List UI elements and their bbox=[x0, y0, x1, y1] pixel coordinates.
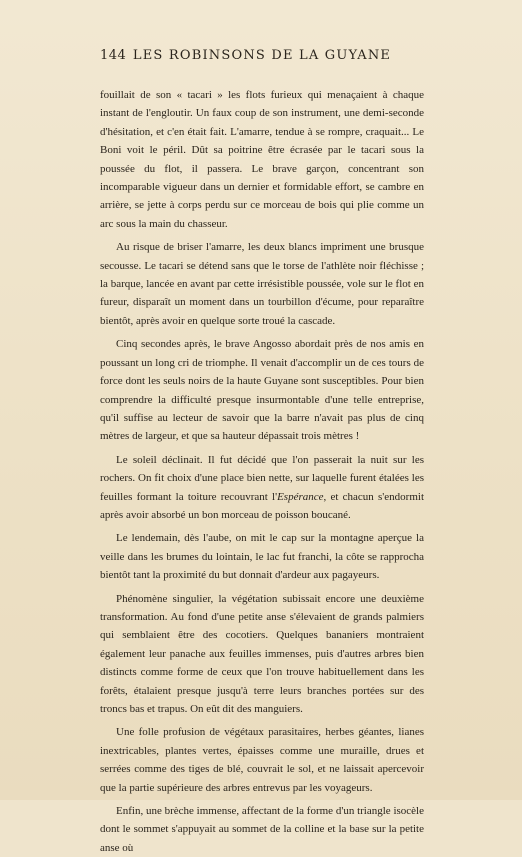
page-body bbox=[100, 86, 424, 857]
paragraph-text: , et chacun s'endormit après avoir absorbé un bon morceau de poisson boucané. bbox=[100, 490, 424, 521]
paragraph: Le lendemain, dès l'aube, on mit le cap sur la montagne aperçue la veille dans les brumes du lointain, le lac fut franchi, la côte se rapprocha bientôt tant la proximité du but donnait d'ardeur aux pagayeurs. bbox=[100, 532, 424, 582]
paragraph: Phénomène singulier, la végétation subissait encore une deuxième transformation. Au fond d'une petite anse s'élevaient de grands palmiers qui semblaient être des cocotiers. Quelques bananiers montraient également leur panache aux feuilles immenses, puis d'autres arbres bien distincts comme forme de ceux que l'on trouve habituellement dans les forêts, étalaient presque jusqu'à terre leurs branches portées sur des troncs bas et trapus. On eût dit des manguiers. bbox=[100, 592, 424, 715]
boat-name: Espérance bbox=[277, 490, 324, 503]
paragraph: Une folle profusion de végétaux parasitaires, herbes géantes, lianes inextricables, plantes vertes, épaisses comme une muraille, drues et serrées comme des tiges de blé, couvrait le sol, et ne laissait apercevoir que la partie supérieure des arbres entrevus par les voyageurs. bbox=[100, 726, 424, 794]
page-header bbox=[100, 48, 424, 66]
page-number: 144 bbox=[100, 48, 127, 63]
paragraph: Enfin, une brèche immense, affectant de la forme d'un triangle isocèle dont le sommet s'appuyait au sommet de la colline et la base sur la petite anse où bbox=[100, 805, 424, 854]
paragraph-text: Le soleil déclinait. Il fut décidé que l'on passerait la nuit sur les rochers. On fit choix d'une place bien nette, sur laquelle furent étalées les feuilles formant la toiture recouvrant l' bbox=[100, 453, 424, 503]
paragraph: Cinq secondes après, le brave Angosso abordait près de nos amis en poussant un long cri de triomphe. Il venait d'accomplir un de ces tours de force dont les seuls noirs de la haute Guyane sont susceptibles. Pour bien comprendre la difficulté presque insurmontable d'une telle entreprise, qu'il suffise au lecteur de savoir que la barre n'avait pas plus de cinq mètres de largeur, et que sa hauteur dépassait trois mètres ! bbox=[100, 338, 424, 443]
running-title: LES ROBINSONS DE LA GUYANE bbox=[132, 48, 392, 63]
paragraph bbox=[100, 451, 424, 525]
paragraph: fouillait de son « tacari » les flots furieux qui menaçaient à chaque instant de l'engloutir. Un faux coup de son instrument, une demi-seconde d'hésitation, et c'en était fait. L'amarre, tendue à se rompre, craquait... Le Boni voit le péril. Dût sa poitrine être écrasée par le tacari sous la poussée du flot, il passera. Le brave garçon, concentrant son incomparable vigueur dans un dernier et formidable effort, se cambre en arrière, se jette à corps perdu sur ce morceau de bois qui plie comme un arc sous la main du chasseur. bbox=[100, 89, 424, 230]
paragraph: Au risque de briser l'amarre, les deux blancs impriment une brusque secousse. Le tacari se détend sans que le torse de l'athlète noir fléchisse ; la barque, lancée en avant par cette irrésistible poussée, vole sur le flot en fureur, disparaît un moment dans un tourbillon d'écume, pour reparaître bientôt, après avoir en quelque sorte troué la cascade. bbox=[100, 241, 424, 327]
